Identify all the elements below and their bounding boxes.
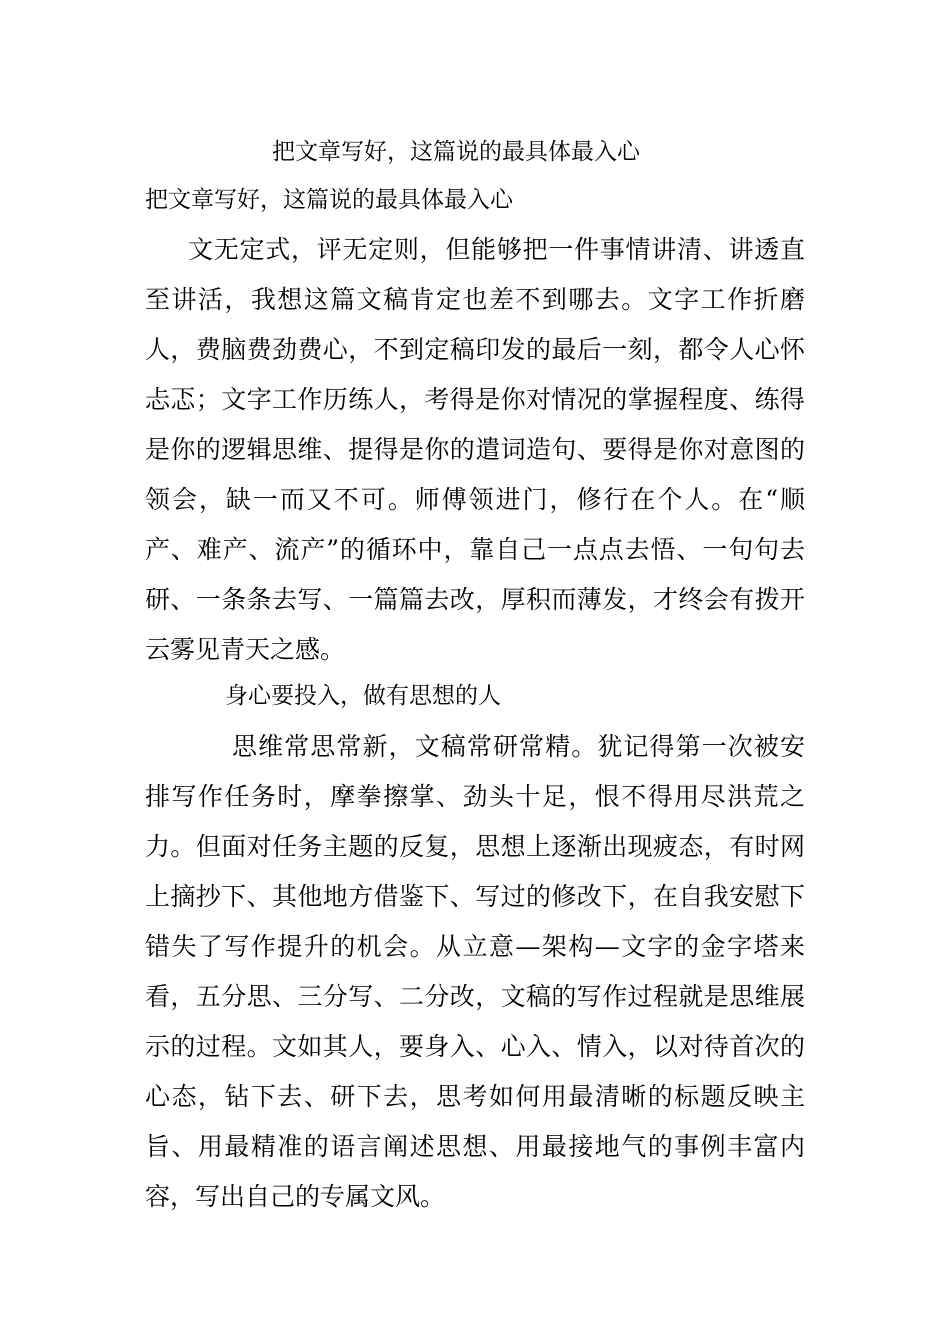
body-paragraph: 思维常思常新，文稿常研常精。犹记得第一次被安排写作任务时，摩拳擦掌、劲头十足，恨不得用尽洪荒之力。但面对任务主题的反复，思想上逐渐出现疲态，有时网上摘抄下、其他地方借鉴下、写过的修改下，在自我安慰下错失了写作提升的机会。从立意—架构—文字的金字塔来看，五分思、三分写、二分改，文稿的写作过程就是思维展示的过程。文如其人，要身入、心入、情入，以对待首次的心态，钻下去、研下去，思考如何用最清晰的标题反映主旨、用最精准的语言阐述思想、用最接地气的事例丰富内容，写出自己的专属文风。 — [145, 732, 805, 1211]
section-heading: 身心要投入，做有思想的人 — [225, 683, 501, 709]
document-subtitle: 把文章写好，这篇说的最具体最入心 — [145, 187, 513, 213]
document-title: 把文章写好，这篇说的最具体最入心 — [272, 139, 640, 165]
intro-paragraph: 文无定式，评无定则，但能够把一件事情讲清、讲透直至讲活，我想这篇文稿肯定也差不到哪去。文字工作折磨人，费脑费劲费心，不到定稿印发的最后一刻，都令人心怀忐忑；文字工作历练人，考得是你对情况的掌握程度、练得是你的逻辑思维、提得是你的遣词造句、要得是你对意图的领会，缺一而又不可。师傅领进门，修行在个人。在“顺产、难产、流产”的循环中，靠自己一点点去悟、一句句去研、一条条去写、一篇篇去改，厚积而薄发，才终会有拨开云雾见青天之感。 — [145, 235, 805, 664]
